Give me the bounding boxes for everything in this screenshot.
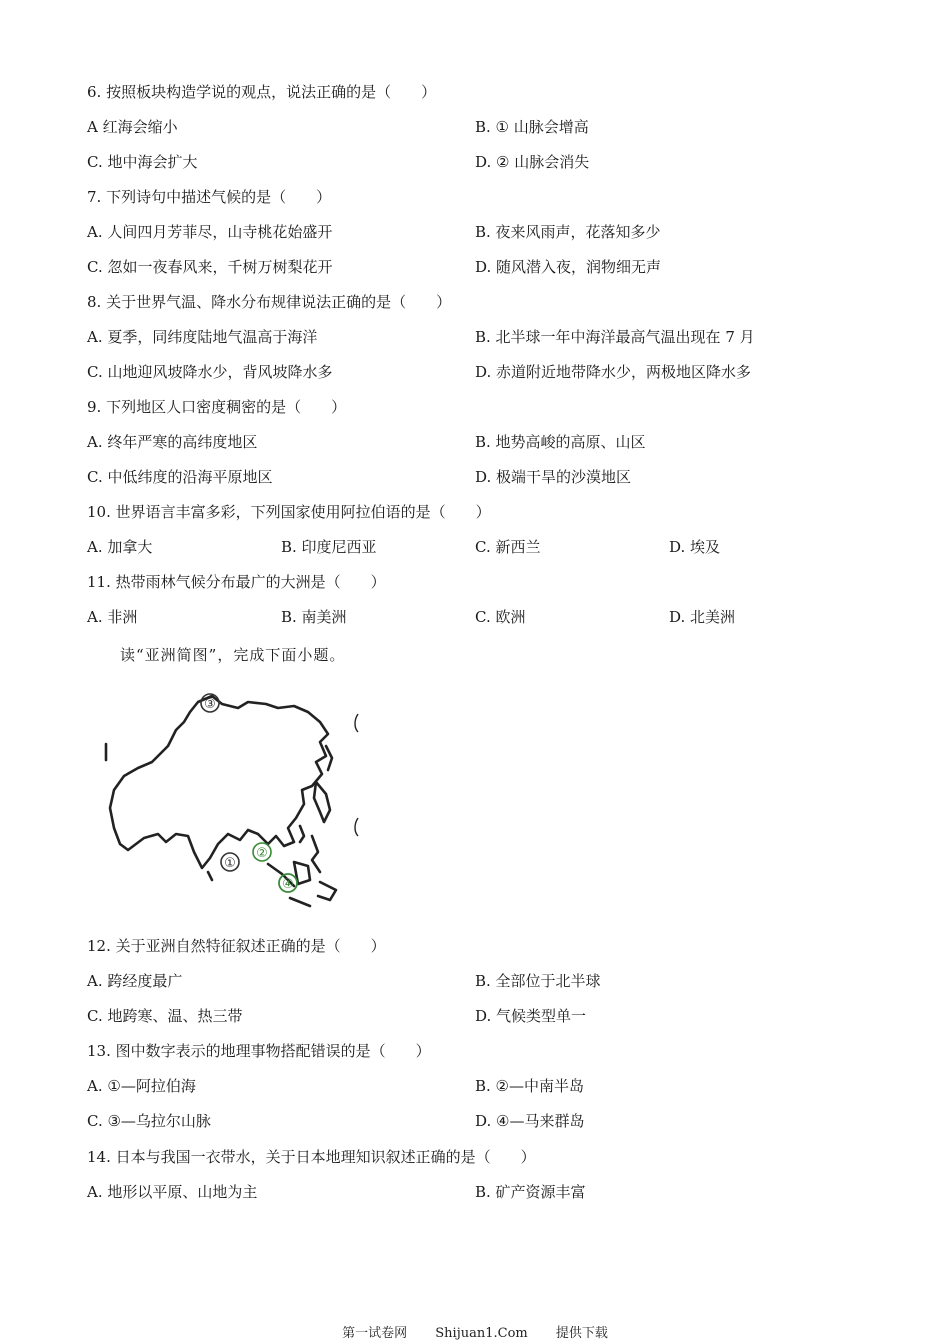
marker-3: ③ bbox=[204, 697, 216, 712]
question-11: 11. 热带雨林气候分布最广的大洲是（ ） bbox=[87, 573, 386, 591]
asia-map bbox=[98, 686, 368, 912]
japan-islands bbox=[314, 782, 330, 822]
option-13a: A. ①—阿拉伯海 bbox=[87, 1077, 196, 1095]
question-13: 13. 图中数字表示的地理事物搭配错误的是（ ） bbox=[87, 1042, 431, 1060]
java-island bbox=[290, 898, 310, 906]
asia-map-drawing bbox=[98, 686, 368, 912]
option-12c: C. 地跨寒、温、热三带 bbox=[87, 1007, 243, 1025]
option-8c: C. 山地迎风坡降水少，背风坡降水多 bbox=[87, 363, 333, 381]
option-9a: A. 终年严寒的高纬度地区 bbox=[87, 433, 258, 451]
option-10b: B. 印度尼西亚 bbox=[281, 538, 377, 556]
option-13c: C. ③—乌拉尔山脉 bbox=[87, 1112, 211, 1130]
kuril-arc bbox=[355, 714, 358, 732]
option-11a: A. 非洲 bbox=[87, 608, 138, 626]
option-6a: A 红海会缩小 bbox=[87, 118, 178, 136]
question-7: 7. 下列诗句中描述气候的是（ ） bbox=[87, 188, 332, 206]
option-8d: D. 赤道附近地带降水少，两极地区降水多 bbox=[475, 363, 752, 381]
option-6c: C. 地中海会扩大 bbox=[87, 153, 198, 171]
pacific-arc bbox=[355, 818, 358, 836]
option-7b: B. 夜来风雨声，花落知多少 bbox=[475, 223, 661, 241]
question-10: 10. 世界语言丰富多彩，下列国家使用阿拉伯语的是（ ） bbox=[87, 503, 491, 521]
option-6d: D. ② 山脉会消失 bbox=[475, 153, 590, 171]
marker-4: ④ bbox=[282, 877, 294, 892]
option-10a: A. 加拿大 bbox=[87, 538, 153, 556]
option-14a: A. 地形以平原、山地为主 bbox=[87, 1183, 258, 1201]
footer-action: 提供下载 bbox=[555, 1326, 608, 1341]
option-8b: B. 北半球一年中海洋最高气温出现在 7 月 bbox=[475, 328, 755, 346]
option-12b: B. 全部位于北半球 bbox=[475, 972, 601, 990]
option-6b: B. ① 山脉会增高 bbox=[475, 118, 589, 136]
option-11c: C. 欧洲 bbox=[475, 608, 526, 626]
option-7c: C. 忽如一夜春风来，千树万树梨花开 bbox=[87, 258, 333, 276]
option-7a: A. 人间四月芳菲尽，山寺桃花始盛开 bbox=[87, 223, 333, 241]
footer-site-en[interactable]: Shijuan1.Com bbox=[435, 1326, 528, 1341]
option-12a: A. 跨经度最广 bbox=[87, 972, 183, 990]
option-12d: D. 气候类型单一 bbox=[475, 1007, 587, 1025]
option-9b: B. 地势高峻的高原、山区 bbox=[475, 433, 646, 451]
footer-site-cn: 第一试卷网 bbox=[342, 1326, 408, 1341]
option-10c: C. 新西兰 bbox=[475, 538, 541, 556]
option-14b: B. 矿产资源丰富 bbox=[475, 1183, 586, 1201]
question-14: 14. 日本与我国一衣带水，关于日本地理知识叙述正确的是（ ） bbox=[87, 1148, 536, 1166]
question-8: 8. 关于世界气温、降水分布规律说法正确的是（ ） bbox=[87, 293, 452, 311]
option-13b: B. ②—中南半岛 bbox=[475, 1077, 585, 1095]
marker-2: ② bbox=[256, 846, 268, 861]
option-11b: B. 南美洲 bbox=[281, 608, 347, 626]
asia-outline bbox=[110, 696, 328, 868]
option-11d: D. 北美洲 bbox=[669, 608, 736, 626]
option-8a: A. 夏季，同纬度陆地气温高于海洋 bbox=[87, 328, 318, 346]
option-7d: D. 随风潜入夜，润物细无声 bbox=[475, 258, 662, 276]
new-guinea-island bbox=[318, 882, 336, 900]
marker-1: ① bbox=[224, 856, 236, 871]
sri-lanka-island bbox=[208, 872, 212, 880]
philippines-islands bbox=[312, 836, 320, 872]
option-9c: C. 中低纬度的沿海平原地区 bbox=[87, 468, 273, 486]
question-6: 6. 按照板块构造学说的观点，说法正确的是（ ） bbox=[87, 83, 437, 101]
question-9: 9. 下列地区人口密度稠密的是（ ） bbox=[87, 398, 347, 416]
option-10d: D. 埃及 bbox=[669, 538, 721, 556]
option-13d: D. ④—马来群岛 bbox=[475, 1112, 585, 1130]
island-arc bbox=[326, 746, 332, 770]
question-12: 12. 关于亚洲自然特征叙述正确的是（ ） bbox=[87, 937, 386, 955]
page-footer bbox=[0, 1325, 950, 1343]
taiwan-island bbox=[300, 826, 304, 842]
option-9d: D. 极端干旱的沙漠地区 bbox=[475, 468, 632, 486]
map-intro: 读“亚洲简图”，完成下面小题。 bbox=[120, 646, 346, 664]
